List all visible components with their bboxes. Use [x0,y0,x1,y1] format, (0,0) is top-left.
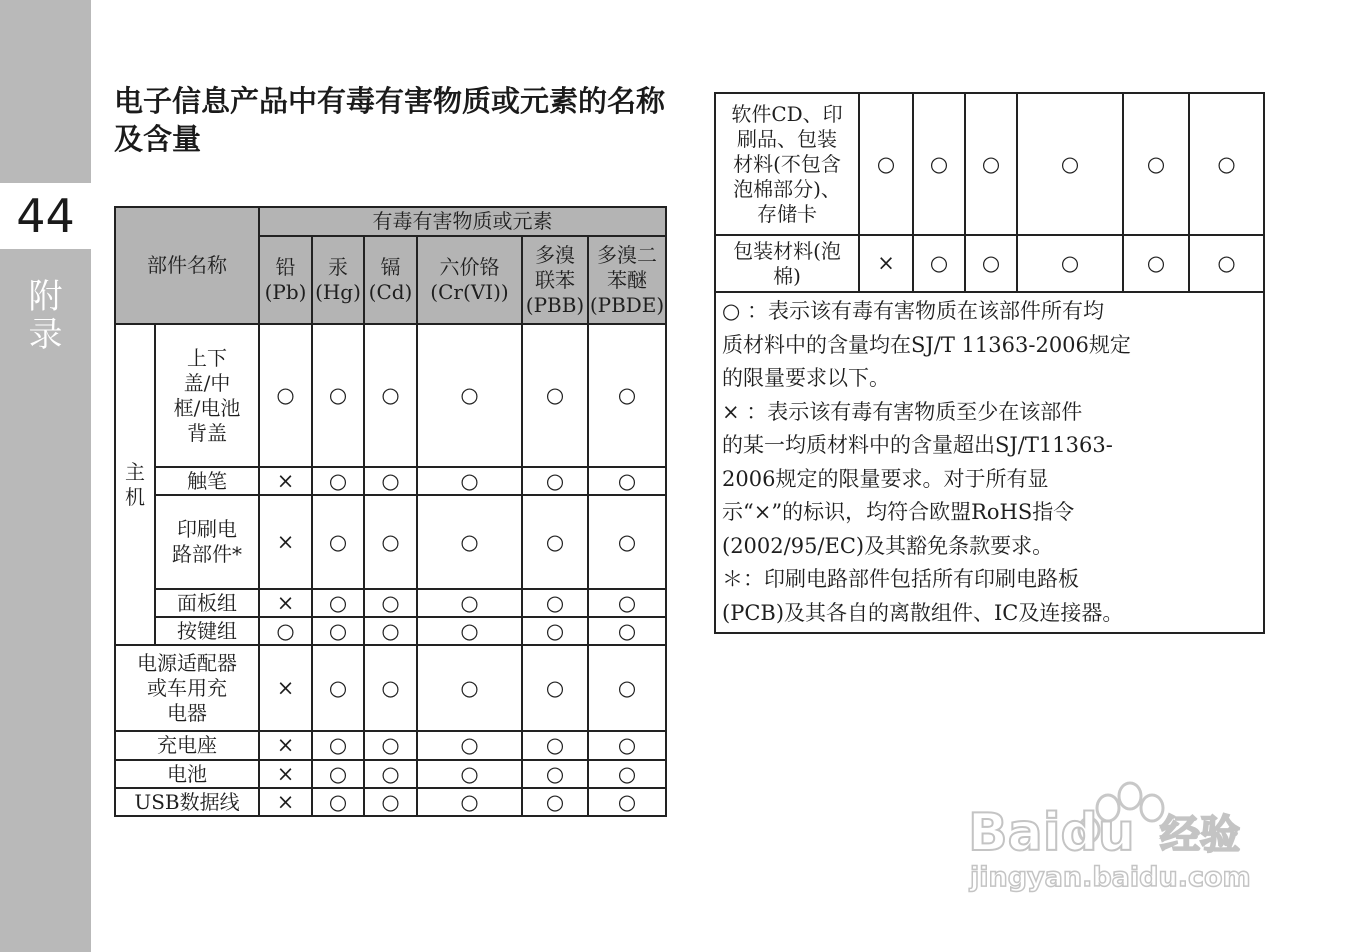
header-substance-1: 汞 (Hg) [312,236,364,324]
value-cell: ○ [588,788,666,816]
value-cell: ○ [417,617,522,645]
value-cell: ○ [522,324,588,467]
value-cell: ○ [522,760,588,788]
baidu-jingyan-watermark [968,780,1278,900]
table-row [115,467,666,495]
legend-notes [715,292,1264,633]
header-part-name: 部件名称 [115,207,259,324]
value-cell: ○ [312,495,364,589]
value-cell: ○ [965,235,1017,292]
value-cell: ○ [1017,93,1123,235]
watermark-brand: Baidu [968,803,1135,863]
value-cell: ○ [522,788,588,816]
header-substance-4: 多溴 联苯 (PBB) [522,236,588,324]
value-cell: ○ [588,589,666,617]
section-label-text: 附录 [28,277,63,355]
table-row [115,760,666,788]
group-label-main-unit: 主 机 [115,324,155,645]
value-cell: ○ [522,589,588,617]
header-substance-group: 有毒有害物质或元素 [259,207,666,236]
value-cell: ○ [588,467,666,495]
value-cell: ○ [1123,93,1189,235]
header-substance-3: 六价铬 (Cr(VI)) [417,236,522,324]
value-cell: ○ [522,495,588,589]
value-cell: ○ [522,731,588,760]
legend-note-line: 2006规定的限量要求。对于所有显 [722,466,1049,491]
value-cell: ○ [1017,235,1123,292]
part-name-cell: 上下 盖/中 框/电池 背盖 [155,324,259,467]
value-cell: ○ [588,324,666,467]
page-number: 44 [0,183,91,249]
legend-note-line: 质材料中的含量均在SJ/T 11363-2006规定 [722,332,1131,357]
value-cell: ○ [312,645,364,731]
value-cell: ○ [364,731,417,760]
value-cell: ○ [312,324,364,467]
value-cell: × [259,645,312,731]
value-cell: ○ [588,495,666,589]
hazard-table-continued [714,92,1265,634]
watermark-url: jingyan.baidu.com [970,862,1251,893]
value-cell: ○ [1189,93,1264,235]
part-name-cell: 电源适配器 或车用充 电器 [115,645,259,731]
value-cell: × [259,760,312,788]
legend-note-line: ＊：印刷电路部件包括所有印刷电路板 [722,567,1079,591]
value-cell: ○ [1123,235,1189,292]
value-cell: ○ [417,324,522,467]
section-label [0,278,91,354]
value-cell: ○ [588,760,666,788]
value-cell: × [259,589,312,617]
part-name-cell: 触笔 [155,467,259,495]
value-cell: ○ [522,467,588,495]
legend-note-line: (2002/95/EC)及其豁免条款要求。 [722,533,1054,558]
value-cell: ○ [588,617,666,645]
table-row [115,617,666,645]
value-cell: ○ [364,495,417,589]
value-cell: ○ [417,760,522,788]
legend-note-line: ○ ：表示该有毒有害物质在该部件所有均 [722,299,1104,323]
value-cell: ○ [312,467,364,495]
value-cell: ○ [364,467,417,495]
legend-note-line: (PCB)及其各自的离散组件、IC及连接器。 [722,600,1124,625]
value-cell: ○ [364,760,417,788]
value-cell: ○ [588,731,666,760]
part-name-cell: 充电座 [115,731,259,760]
value-cell: ○ [417,731,522,760]
value-cell: ○ [417,467,522,495]
value-cell: ○ [417,589,522,617]
table-row [115,324,666,467]
value-cell: × [259,731,312,760]
legend-note-line: 的限量要求以下。 [722,366,890,390]
value-cell: ○ [417,645,522,731]
header-substance-0: 铅 (Pb) [259,236,312,324]
table-row [115,645,666,731]
value-cell: ○ [259,324,312,467]
legend-note-line: 的某一均质材料中的含量超出SJ/T11363- [722,433,1113,457]
value-cell: ○ [913,235,965,292]
value-cell: ○ [312,617,364,645]
value-cell: ○ [364,589,417,617]
table-row [115,589,666,617]
part-name-cell: 面板组 [155,589,259,617]
value-cell: ○ [965,93,1017,235]
value-cell: ○ [364,788,417,816]
value-cell: ○ [259,617,312,645]
value-cell: ○ [588,645,666,731]
part-name-cell: 电池 [115,760,259,788]
value-cell: ○ [859,93,913,235]
table-row [715,93,1264,235]
table-row [715,235,1264,292]
part-name-cell: 软件CD、印 刷品、包装 材料(不包含 泡棉部分)、 存储卡 [715,93,859,235]
value-cell: ○ [312,731,364,760]
value-cell: × [859,235,913,292]
value-cell: ○ [1189,235,1264,292]
part-name-cell: 按键组 [155,617,259,645]
value-cell: ○ [312,788,364,816]
value-cell: ○ [364,324,417,467]
table-row [115,495,666,589]
value-cell: ○ [364,645,417,731]
table-row [115,788,666,816]
value-cell: × [259,467,312,495]
value-cell: × [259,495,312,589]
sidebar-band [0,0,91,952]
value-cell: ○ [312,760,364,788]
value-cell: ○ [417,495,522,589]
header-substance-5: 多溴二 苯醚 (PBDE) [588,236,666,324]
table-row [115,731,666,760]
value-cell: ○ [312,589,364,617]
value-cell: ○ [522,645,588,731]
value-cell: ○ [913,93,965,235]
legend-note-line: 示“×”的标识，均符合欧盟RoHS指令 [722,500,1075,524]
watermark-brand-cn: 经验 [1160,812,1240,858]
hazard-table-main [114,206,667,817]
value-cell: ○ [522,617,588,645]
part-name-cell: USB数据线 [115,788,259,816]
part-name-cell: 印刷电 路部件* [155,495,259,589]
value-cell: × [259,788,312,816]
value-cell: ○ [364,617,417,645]
header-substance-2: 镉 (Cd) [364,236,417,324]
legend-note-line: × ：表示该有毒有害物质至少在该部件 [722,399,1083,424]
part-name-cell: 包装材料(泡 棉) [715,235,859,292]
value-cell: ○ [417,788,522,816]
page-title: 电子信息产品中有毒有害物质或元素的名称及含量 [114,84,666,156]
